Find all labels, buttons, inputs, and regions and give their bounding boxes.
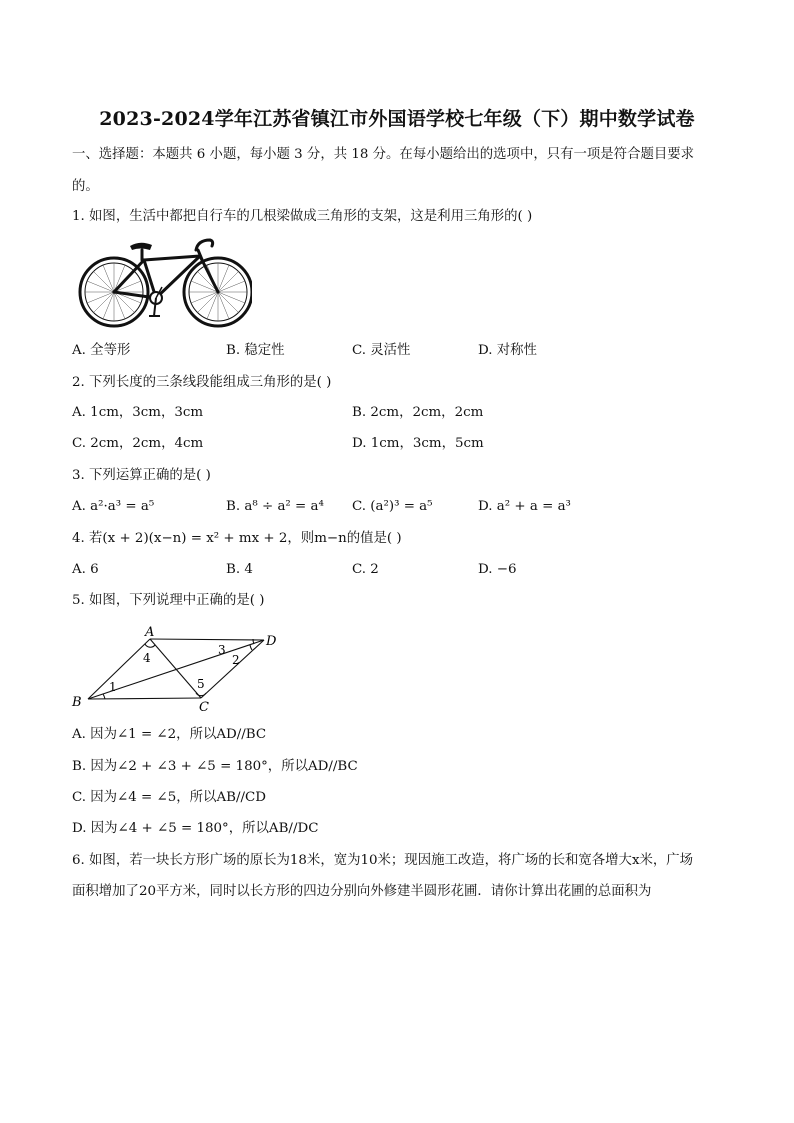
section-heading-line2: 的。 — [72, 179, 99, 194]
q3-option-b: B. a⁸ ÷ a² = a⁴ — [226, 499, 324, 514]
q4-option-a: A. 6 — [72, 562, 99, 577]
q5-option-c: C. 因为∠4 = ∠5，所以AB//CD — [72, 790, 266, 805]
q2-stem: 2. 下列长度的三条线段能组成三角形的是( ) — [72, 375, 332, 390]
vertex-label-b: B — [72, 695, 82, 710]
vertex-label-d: D — [266, 634, 277, 649]
q4-option-c: C. 2 — [352, 562, 379, 577]
angle-label-2: 2 — [232, 653, 240, 667]
q5-option-d: D. 因为∠4 + ∠5 = 180°，所以AB//DC — [72, 821, 319, 836]
q6-line2: 面积增加了20平方米，同时以长方形的四边分别向外修建半圆形花圃．请你计算出花圃的总面积为 — [72, 884, 652, 899]
q3-option-d: D. a² + a = a³ — [478, 499, 571, 514]
q5-stem: 5. 如图，下列说理中正确的是( ) — [72, 593, 265, 608]
q4-stem: 4. 若(x + 2)(x−n) = x² + mx + 2，则m−n的值是( ) — [72, 531, 402, 546]
q1-stem: 1. 如图，生活中都把自行车的几根梁做成三角形的支架，这是利用三角形的( ) — [72, 209, 533, 224]
q2-option-b: B. 2cm，2cm，2cm — [352, 405, 484, 420]
q2-option-c: C. 2cm，2cm，4cm — [72, 436, 204, 451]
q4-option-d: D. −6 — [478, 562, 517, 577]
q1-option-c: C. 灵活性 — [352, 343, 411, 358]
vertex-label-c: C — [199, 700, 209, 712]
q3-option-a: A. a²·a³ = a⁵ — [72, 499, 155, 514]
q2-option-a: A. 1cm，3cm，3cm — [72, 405, 204, 420]
page-title: 2023-2024学年江苏省镇江市外国语学校七年级（下）期中数学试卷 — [99, 108, 695, 130]
q1-option-b: B. 稳定性 — [226, 343, 285, 358]
q2-option-d: D. 1cm，3cm，5cm — [352, 436, 484, 451]
angle-label-5: 5 — [197, 677, 205, 691]
parallelogram-figure — [68, 620, 288, 712]
q3-option-c: C. (a²)³ = a⁵ — [352, 499, 433, 514]
bicycle-figure — [72, 232, 252, 332]
angle-label-1: 1 — [109, 680, 117, 694]
vertex-label-a: A — [145, 625, 155, 640]
q1-option-a: A. 全等形 — [72, 343, 131, 358]
section-heading-line1: 一、选择题：本题共 6 小题，每小题 3 分，共 18 分。在每小题给出的选项中，只有一项是符合题目要求 — [72, 147, 695, 162]
angle-label-3: 3 — [218, 643, 226, 657]
q6-line1: 6. 如图，若一块长方形广场的原长为18米，宽为10米；现因施工改造，将广场的长和宽各增大x米，广场 — [72, 853, 694, 868]
q5-option-b: B. 因为∠2 + ∠3 + ∠5 = 180°，所以AD//BC — [72, 759, 358, 774]
angle-label-4: 4 — [143, 651, 151, 665]
q4-option-b: B. 4 — [226, 562, 253, 577]
q5-option-a: A. 因为∠1 = ∠2，所以AD//BC — [72, 727, 267, 742]
q3-stem: 3. 下列运算正确的是( ) — [72, 468, 211, 483]
q1-option-d: D. 对称性 — [478, 343, 537, 358]
